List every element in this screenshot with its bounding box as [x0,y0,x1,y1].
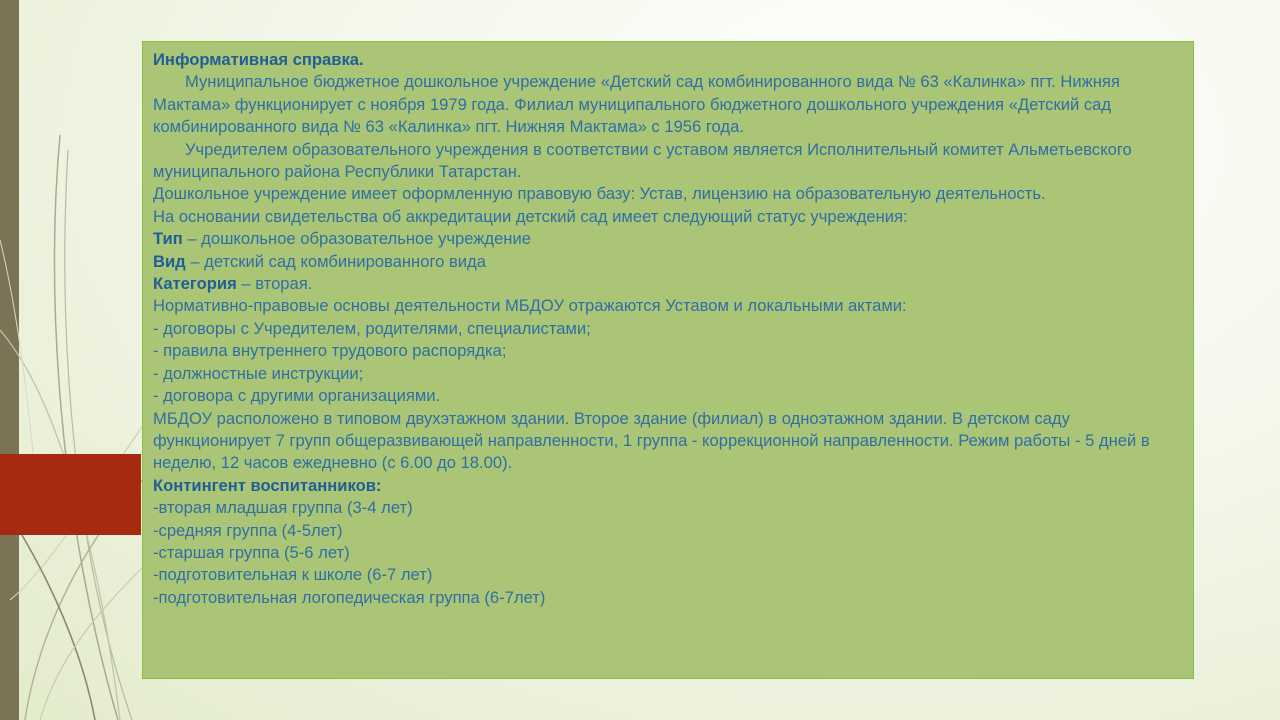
paragraph-founding: Муниципальное бюджетное дошкольное учреждение «Детский сад комбинированного вида № 63 «Калинка» пгт. Нижняя Мактама» функционирует с ноября 1979 года. Филиал муниципального бюджетного дошкольного учреждения «Детский сад комбинированного вида № 63 «Калинка» пгт. Нижняя Мактама» с 1956 года. [153,72,1120,137]
status-kind [153,251,1183,273]
status-category-label: Категория [153,274,237,294]
normative-item: - правила внутреннего трудового распорядка; [153,341,507,361]
normative-item: - договоры с Учредителем, родителями, специалистами; [153,318,591,338]
status-type [153,228,1183,250]
status-type-value: – дошкольное образовательное учреждение [182,229,531,249]
normative-item: - договора с другими организациями. [153,386,441,406]
normative-item: - должностные инструкции; [153,363,364,383]
paragraph-founder: Учредителем образовательного учреждения в соответствии с уставом является Исполнительный комитет Альметьевского муниципального района Республики Татарстан. [153,139,1132,182]
contingent-group: -старшая группа (5-6 лет) [153,542,350,562]
contingent-group: -подготовительная к школе (6-7 лет) [153,565,433,585]
status-category [153,273,1183,295]
contingent-group: -вторая младшая группа (3-4 лет) [153,498,413,518]
contingent-heading: Контингент воспитанников: [153,475,382,495]
paragraph-legal-base: Дошкольное учреждение имеет оформленную правовую базу: Устав, лицензию на образовательную деятельность. [153,184,1046,204]
info-text-box [142,41,1194,679]
contingent-group: -средняя группа (4-5лет) [153,520,343,540]
info-heading: Информативная справка. [153,50,364,69]
paragraph-building: МБДОУ расположено в типовом двухэтажном здании. Второе здание (филиал) в одноэтажном здании. В детском саду функционирует 7 групп общеразвивающей направленности, 1 группа - коррекционной направленности. Режим работы - 5 дней в неделю, 12 часов ежедневно (с 6.00 до 18.00). [153,408,1150,473]
paragraph-accreditation: На основании свидетельства об аккредитации детский сад имеет следующий статус учреждения: [153,206,908,226]
contingent-group: -подготовительная логопедическая группа (6-7лет) [153,587,546,607]
normative-intro: Нормативно-правовые основы деятельности МБДОУ отражаются Уставом и локальными актами: [153,296,907,316]
status-kind-label: Вид [153,251,186,271]
status-type-label: Тип [153,229,183,249]
status-kind-value: – детский сад комбинированного вида [185,251,486,271]
red-accent-block [0,454,141,535]
status-category-value: – вторая. [236,274,313,294]
